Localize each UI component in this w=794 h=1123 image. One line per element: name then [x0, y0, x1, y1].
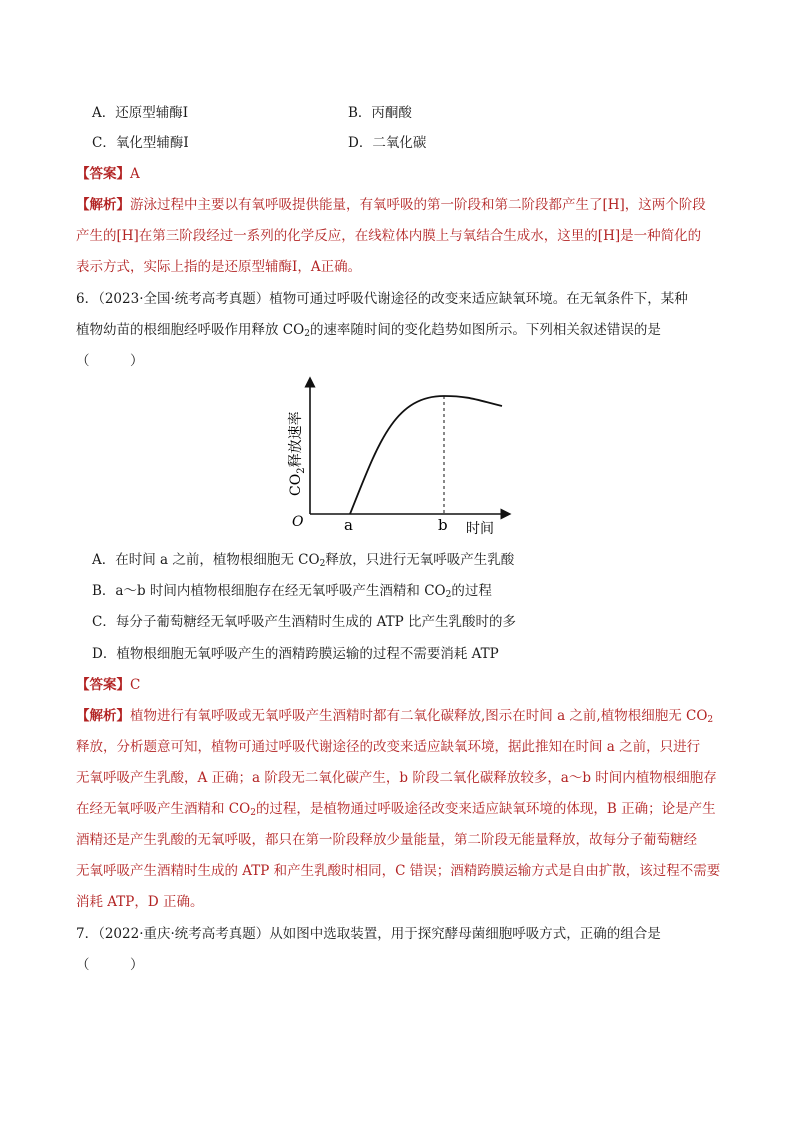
q6-analysis-line-5: 酒精还是产生乳酸的无氧呼吸，都只在第一阶段释放少量能量，第二阶段无能量释放，故每分子葡萄糖经 — [76, 832, 697, 848]
rate-curve — [350, 396, 502, 514]
q5-answer — [76, 164, 140, 184]
q6-analysis-line-6: 无氧呼吸产生酒精时生成的 ATP 和产生乳酸时相同，C 错误；酒精跨膜运输方式是自由扩散，该过程不需要 — [76, 863, 721, 879]
q7-answer-paren: （ ） — [76, 957, 144, 973]
q6-analysis-line-1 — [76, 706, 713, 730]
q6-analysis-line-2: 释放，分析题意可知，植物可通过呼吸代谢途径的改变来适应缺氧环境，据此推知在时间 a 之前，只进行 — [76, 739, 701, 755]
origin-label: O — [292, 514, 304, 530]
q6-option-a-text: A．在时间 a 之前，植物根细胞无 CO — [92, 552, 320, 568]
analysis-tag: 【解析】 — [76, 197, 130, 213]
analysis-text-rest: 的过程，是植物通过呼吸途径改变来适应缺氧环境的体现，B 正确；论是产生 — [255, 801, 716, 817]
q6-option-c: C．每分子葡萄糖经无氧呼吸产生酒精时生成的 ATP 比产生乳酸时的多 — [92, 614, 517, 630]
q6-stem-text-rest: 的速率随时间的变化趋势如图所示。下列相关叙述错误的是 — [309, 322, 661, 338]
q6-analysis-line-3: 无氧呼吸产生乳酸，A 正确；a 阶段无二氧化碳产生，b 阶段二氧化碳释放较多，a～b 时间内植物根细胞存 — [76, 770, 717, 786]
tick-label-a: a — [344, 516, 353, 534]
analysis-sub: 2 — [707, 715, 714, 725]
q6-option-b — [92, 581, 492, 605]
answer-tag: 【答案】 — [76, 677, 130, 693]
q6-stem-line-1: 6．（2023·全国·统考高考真题）植物可通过呼吸代谢途径的改变来适应缺氧环境。在无氧条件下，某种 — [76, 291, 688, 307]
q6-analysis-line-7: 消耗 ATP，D 正确。 — [76, 894, 204, 910]
q5-analysis-line-3: 表示方式，实际上指的是还原型辅酶Ⅰ，A正确。 — [76, 259, 362, 275]
y-axis-label-sub: 2 — [296, 467, 307, 474]
y-axis-label-main: CO — [288, 473, 304, 496]
q6-analysis-line-4 — [76, 799, 716, 823]
q6-option-d: D．植物根细胞无氧呼吸产生的酒精跨膜运输的过程不需要消耗 ATP — [92, 646, 499, 662]
svg-text:CO2释放速率 — [287, 411, 307, 496]
q5-option-d: D．二氧化碳 — [348, 135, 427, 151]
q6-option-a-sub: 2 — [319, 559, 326, 569]
y-axis-label — [287, 411, 307, 496]
answer-value: A — [130, 166, 140, 182]
analysis-tag: 【解析】 — [76, 708, 130, 724]
q6-option-b-rest: 的过程 — [451, 583, 492, 599]
answer-value: C — [130, 677, 141, 693]
q5-option-b: B．丙酮酸 — [348, 105, 412, 121]
q6-stem-line-2 — [76, 320, 661, 344]
answer-tag: 【答案】 — [76, 166, 130, 182]
analysis-text: 游泳过程中主要以有氧呼吸提供能量，有氧呼吸的第一阶段和第二阶段都产生了[H]，这两个阶段 — [130, 197, 706, 213]
q6-option-a-rest: 释放，只进行无氧呼吸产生乳酸 — [325, 552, 515, 568]
q6-option-b-sub: 2 — [445, 590, 452, 600]
q7-stem-line-1: 7．（2022·重庆·统考高考真题）从如图中选取装置，用于探究酵母菌细胞呼吸方式，正确的组合是 — [76, 926, 661, 942]
co2-release-rate-chart — [270, 370, 520, 545]
q5-option-a: A．还原型辅酶Ⅰ — [92, 105, 189, 121]
tick-label-b: b — [438, 516, 448, 534]
q6-answer-paren: （ ） — [76, 353, 144, 369]
q5-option-c: C．氧化型辅酶Ⅰ — [92, 135, 189, 151]
q6-stem-sub: 2 — [304, 329, 310, 339]
analysis-sub: 2 — [250, 808, 256, 818]
q6-option-b-text: B．a～b 时间内植物根细胞存在经无氧呼吸产生酒精和 CO — [92, 583, 446, 599]
q6-stem-text: 植物幼苗的根细胞经呼吸作用释放 CO — [76, 322, 305, 338]
y-axis-label-rest: 释放速率 — [288, 411, 304, 468]
analysis-text: 在经无氧呼吸产生酒精和 CO — [76, 801, 251, 817]
analysis-text: 植物进行有氧呼吸或无氧呼吸产生酒精时都有二氧化碳释放,图示在时间 a 之前,植物根细胞无 CO — [130, 708, 708, 724]
q5-analysis-line-1 — [76, 195, 706, 215]
q6-answer — [76, 675, 140, 695]
x-axis-label: 时间 — [466, 521, 494, 537]
q6-option-a — [92, 550, 514, 574]
q5-analysis-line-2: 产生的[H]在第三阶段经过一系列的化学反应，在线粒体内膜上与氧结合生成水，这里的[H]是一种简化的 — [76, 228, 702, 244]
